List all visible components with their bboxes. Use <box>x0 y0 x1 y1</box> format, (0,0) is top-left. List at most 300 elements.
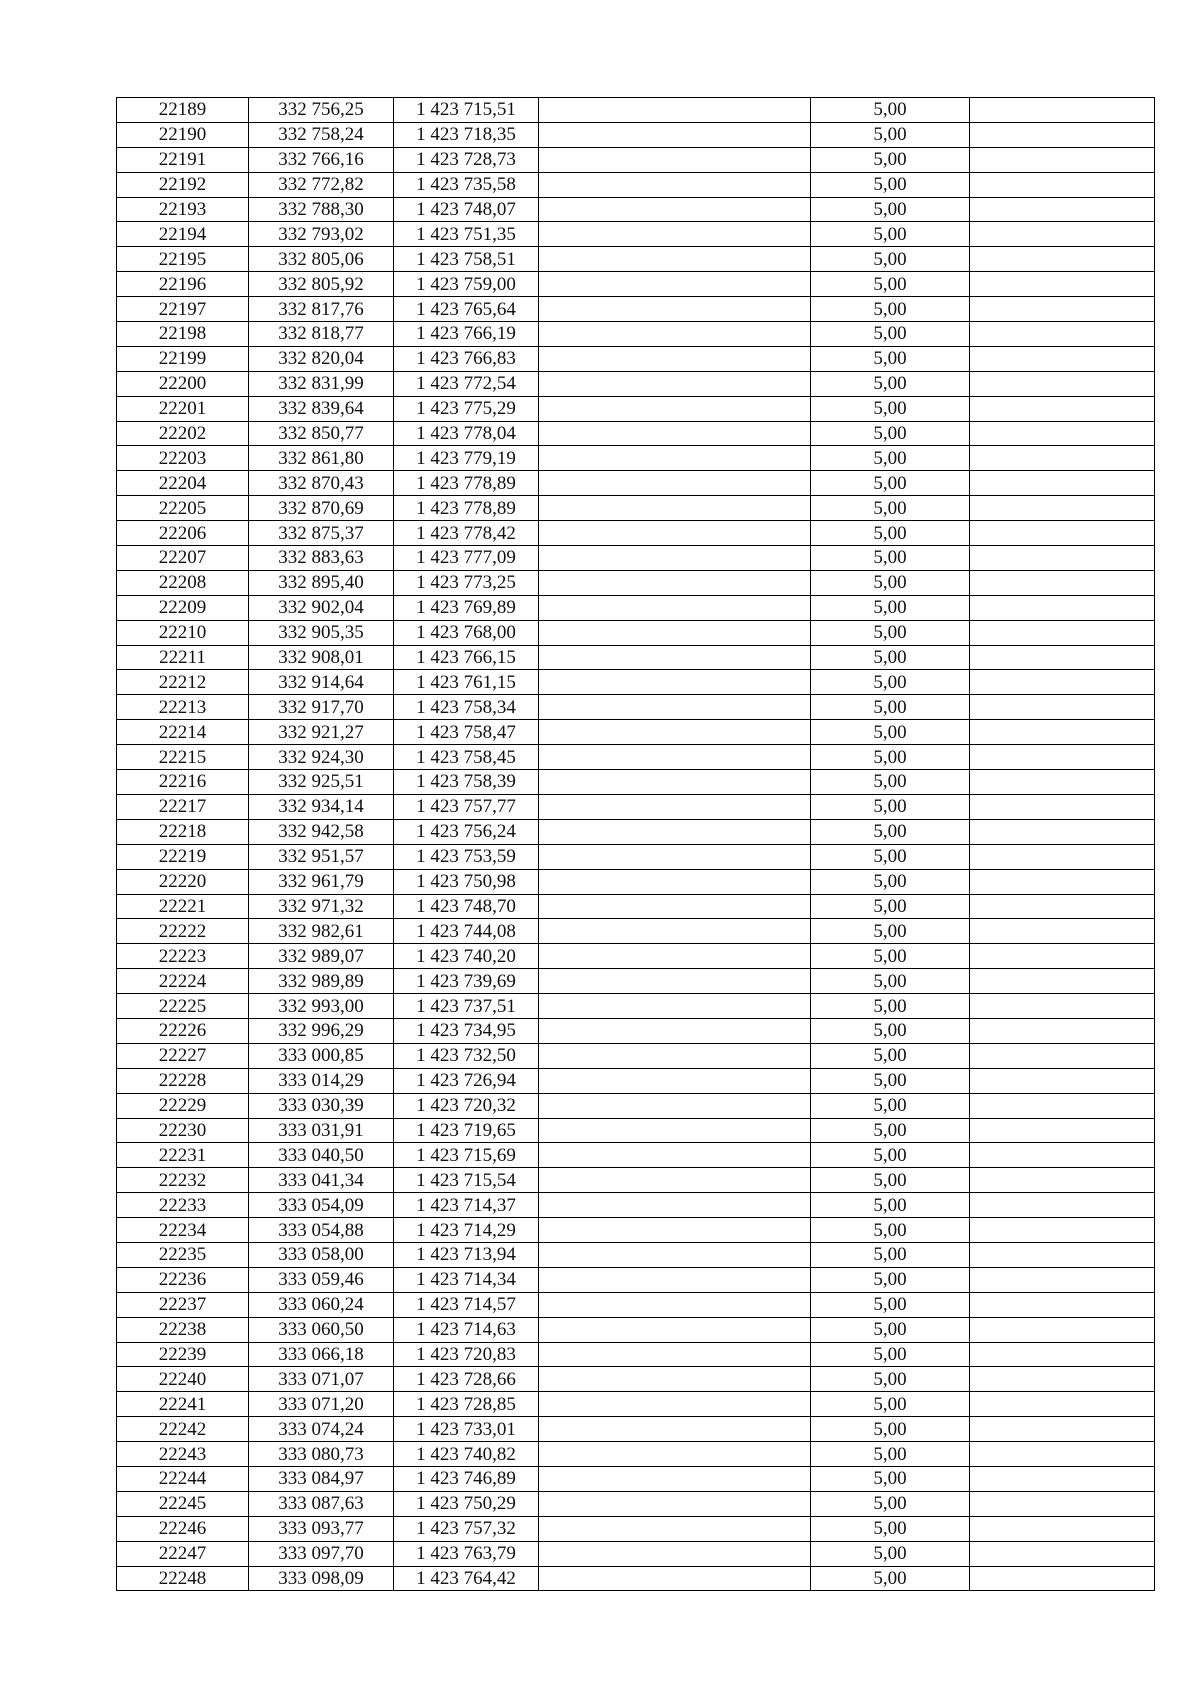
description-cell <box>539 122 811 147</box>
note-cell <box>970 794 1155 819</box>
x-coordinate-cell: 332 839,64 <box>249 396 394 421</box>
description-cell <box>539 297 811 322</box>
table-row <box>117 1168 1155 1193</box>
point-number-cell: 22194 <box>117 222 249 247</box>
y-coordinate-cell: 1 423 740,20 <box>394 944 539 969</box>
description-cell <box>539 371 811 396</box>
description-cell <box>539 994 811 1019</box>
x-coordinate-cell: 332 772,82 <box>249 172 394 197</box>
y-coordinate-cell: 1 423 720,32 <box>394 1093 539 1118</box>
y-coordinate-cell: 1 423 735,58 <box>394 172 539 197</box>
value-cell: 5,00 <box>811 919 970 944</box>
value-cell: 5,00 <box>811 1442 970 1467</box>
point-number-cell: 22196 <box>117 272 249 297</box>
table-row <box>117 1466 1155 1491</box>
x-coordinate-cell: 332 861,80 <box>249 446 394 471</box>
y-coordinate-cell: 1 423 714,29 <box>394 1218 539 1243</box>
table-row <box>117 297 1155 322</box>
value-cell: 5,00 <box>811 620 970 645</box>
point-number-cell: 22247 <box>117 1541 249 1566</box>
table-row <box>117 1267 1155 1292</box>
table-row <box>117 346 1155 371</box>
x-coordinate-cell: 332 817,76 <box>249 297 394 322</box>
point-number-cell: 22228 <box>117 1068 249 1093</box>
value-cell: 5,00 <box>811 595 970 620</box>
value-cell: 5,00 <box>811 496 970 521</box>
y-coordinate-cell: 1 423 758,45 <box>394 745 539 770</box>
x-coordinate-cell: 332 993,00 <box>249 994 394 1019</box>
x-coordinate-cell: 333 098,09 <box>249 1566 394 1591</box>
point-number-cell: 22202 <box>117 421 249 446</box>
value-cell: 5,00 <box>811 1168 970 1193</box>
description-cell <box>539 546 811 571</box>
y-coordinate-cell: 1 423 715,69 <box>394 1143 539 1168</box>
x-coordinate-cell: 332 934,14 <box>249 794 394 819</box>
coordinates-table-body <box>117 98 1155 1591</box>
point-number-cell: 22206 <box>117 521 249 546</box>
description-cell <box>539 272 811 297</box>
table-row <box>117 496 1155 521</box>
y-coordinate-cell: 1 423 750,98 <box>394 869 539 894</box>
description-cell <box>539 446 811 471</box>
x-coordinate-cell: 333 093,77 <box>249 1516 394 1541</box>
value-cell: 5,00 <box>811 1118 970 1143</box>
value-cell: 5,00 <box>811 322 970 347</box>
x-coordinate-cell: 332 902,04 <box>249 595 394 620</box>
table-row <box>117 1367 1155 1392</box>
value-cell: 5,00 <box>811 1491 970 1516</box>
table-row <box>117 1193 1155 1218</box>
table-row <box>117 1417 1155 1442</box>
value-cell: 5,00 <box>811 1566 970 1591</box>
value-cell: 5,00 <box>811 1143 970 1168</box>
table-row <box>117 172 1155 197</box>
value-cell: 5,00 <box>811 645 970 670</box>
x-coordinate-cell: 332 971,32 <box>249 894 394 919</box>
x-coordinate-cell: 333 084,97 <box>249 1466 394 1491</box>
description-cell <box>539 1018 811 1043</box>
table-row <box>117 1541 1155 1566</box>
y-coordinate-cell: 1 423 761,15 <box>394 670 539 695</box>
value-cell: 5,00 <box>811 396 970 421</box>
table-row <box>117 994 1155 1019</box>
note-cell <box>970 1491 1155 1516</box>
description-cell <box>539 98 811 123</box>
note-cell <box>970 1292 1155 1317</box>
value-cell: 5,00 <box>811 1317 970 1342</box>
point-number-cell: 22216 <box>117 770 249 795</box>
y-coordinate-cell: 1 423 720,83 <box>394 1342 539 1367</box>
note-cell <box>970 570 1155 595</box>
note-cell <box>970 595 1155 620</box>
value-cell: 5,00 <box>811 1193 970 1218</box>
point-number-cell: 22236 <box>117 1267 249 1292</box>
table-row <box>117 1292 1155 1317</box>
y-coordinate-cell: 1 423 772,54 <box>394 371 539 396</box>
x-coordinate-cell: 332 925,51 <box>249 770 394 795</box>
x-coordinate-cell: 333 071,07 <box>249 1367 394 1392</box>
note-cell <box>970 471 1155 496</box>
point-number-cell: 22234 <box>117 1218 249 1243</box>
x-coordinate-cell: 332 895,40 <box>249 570 394 595</box>
y-coordinate-cell: 1 423 748,70 <box>394 894 539 919</box>
table-row <box>117 620 1155 645</box>
value-cell: 5,00 <box>811 1342 970 1367</box>
y-coordinate-cell: 1 423 766,83 <box>394 346 539 371</box>
note-cell <box>970 122 1155 147</box>
note-cell <box>970 396 1155 421</box>
note-cell <box>970 446 1155 471</box>
table-row <box>117 1566 1155 1591</box>
note-cell <box>970 944 1155 969</box>
value-cell: 5,00 <box>811 521 970 546</box>
x-coordinate-cell: 332 788,30 <box>249 197 394 222</box>
note-cell <box>970 147 1155 172</box>
table-row <box>117 1442 1155 1467</box>
note-cell <box>970 844 1155 869</box>
value-cell: 5,00 <box>811 446 970 471</box>
note-cell <box>970 1367 1155 1392</box>
x-coordinate-cell: 333 060,50 <box>249 1317 394 1342</box>
y-coordinate-cell: 1 423 728,73 <box>394 147 539 172</box>
value-cell: 5,00 <box>811 1242 970 1267</box>
x-coordinate-cell: 333 054,09 <box>249 1193 394 1218</box>
x-coordinate-cell: 332 870,69 <box>249 496 394 521</box>
value-cell: 5,00 <box>811 1292 970 1317</box>
note-cell <box>970 869 1155 894</box>
y-coordinate-cell: 1 423 728,66 <box>394 1367 539 1392</box>
table-row <box>117 322 1155 347</box>
note-cell <box>970 1566 1155 1591</box>
point-number-cell: 22229 <box>117 1093 249 1118</box>
note-cell <box>970 620 1155 645</box>
y-coordinate-cell: 1 423 778,04 <box>394 421 539 446</box>
y-coordinate-cell: 1 423 734,95 <box>394 1018 539 1043</box>
table-row <box>117 98 1155 123</box>
table-row <box>117 794 1155 819</box>
note-cell <box>970 819 1155 844</box>
point-number-cell: 22246 <box>117 1516 249 1541</box>
table-row <box>117 272 1155 297</box>
description-cell <box>539 421 811 446</box>
point-number-cell: 22242 <box>117 1417 249 1442</box>
description-cell <box>539 745 811 770</box>
table-row <box>117 969 1155 994</box>
x-coordinate-cell: 332 805,06 <box>249 247 394 272</box>
y-coordinate-cell: 1 423 759,00 <box>394 272 539 297</box>
value-cell: 5,00 <box>811 1541 970 1566</box>
table-row <box>117 1342 1155 1367</box>
description-cell <box>539 670 811 695</box>
description-cell <box>539 172 811 197</box>
table-row <box>117 222 1155 247</box>
point-number-cell: 22231 <box>117 1143 249 1168</box>
point-number-cell: 22211 <box>117 645 249 670</box>
table-row <box>117 869 1155 894</box>
description-cell <box>539 720 811 745</box>
value-cell: 5,00 <box>811 1392 970 1417</box>
description-cell <box>539 944 811 969</box>
point-number-cell: 22240 <box>117 1367 249 1392</box>
note-cell <box>970 1267 1155 1292</box>
table-row <box>117 944 1155 969</box>
point-number-cell: 22233 <box>117 1193 249 1218</box>
note-cell <box>970 371 1155 396</box>
point-number-cell: 22209 <box>117 595 249 620</box>
note-cell <box>970 421 1155 446</box>
y-coordinate-cell: 1 423 766,19 <box>394 322 539 347</box>
point-number-cell: 22199 <box>117 346 249 371</box>
note-cell <box>970 1392 1155 1417</box>
value-cell: 5,00 <box>811 1267 970 1292</box>
table-row <box>117 1143 1155 1168</box>
value-cell: 5,00 <box>811 844 970 869</box>
value-cell: 5,00 <box>811 1367 970 1392</box>
value-cell: 5,00 <box>811 1218 970 1243</box>
y-coordinate-cell: 1 423 777,09 <box>394 546 539 571</box>
y-coordinate-cell: 1 423 726,94 <box>394 1068 539 1093</box>
table-row <box>117 1392 1155 1417</box>
point-number-cell: 22241 <box>117 1392 249 1417</box>
table-row <box>117 546 1155 571</box>
x-coordinate-cell: 332 989,89 <box>249 969 394 994</box>
note-cell <box>970 994 1155 1019</box>
y-coordinate-cell: 1 423 714,63 <box>394 1317 539 1342</box>
y-coordinate-cell: 1 423 715,51 <box>394 98 539 123</box>
y-coordinate-cell: 1 423 765,64 <box>394 297 539 322</box>
point-number-cell: 22213 <box>117 695 249 720</box>
description-cell <box>539 695 811 720</box>
table-row <box>117 770 1155 795</box>
value-cell: 5,00 <box>811 546 970 571</box>
x-coordinate-cell: 332 908,01 <box>249 645 394 670</box>
value-cell: 5,00 <box>811 222 970 247</box>
table-row <box>117 147 1155 172</box>
note-cell <box>970 645 1155 670</box>
value-cell: 5,00 <box>811 969 970 994</box>
x-coordinate-cell: 332 961,79 <box>249 869 394 894</box>
y-coordinate-cell: 1 423 744,08 <box>394 919 539 944</box>
note-cell <box>970 1143 1155 1168</box>
y-coordinate-cell: 1 423 748,07 <box>394 197 539 222</box>
y-coordinate-cell: 1 423 778,89 <box>394 471 539 496</box>
point-number-cell: 22235 <box>117 1242 249 1267</box>
value-cell: 5,00 <box>811 944 970 969</box>
x-coordinate-cell: 332 914,64 <box>249 670 394 695</box>
description-cell <box>539 521 811 546</box>
table-row <box>117 521 1155 546</box>
point-number-cell: 22214 <box>117 720 249 745</box>
y-coordinate-cell: 1 423 778,89 <box>394 496 539 521</box>
description-cell <box>539 1541 811 1566</box>
y-coordinate-cell: 1 423 775,29 <box>394 396 539 421</box>
y-coordinate-cell: 1 423 766,15 <box>394 645 539 670</box>
value-cell: 5,00 <box>811 297 970 322</box>
description-cell <box>539 1143 811 1168</box>
note-cell <box>970 272 1155 297</box>
value-cell: 5,00 <box>811 346 970 371</box>
point-number-cell: 22224 <box>117 969 249 994</box>
value-cell: 5,00 <box>811 98 970 123</box>
description-cell <box>539 1218 811 1243</box>
value-cell: 5,00 <box>811 122 970 147</box>
description-cell <box>539 1043 811 1068</box>
table-row <box>117 695 1155 720</box>
value-cell: 5,00 <box>811 869 970 894</box>
note-cell <box>970 322 1155 347</box>
description-cell <box>539 147 811 172</box>
table-row <box>117 247 1155 272</box>
y-coordinate-cell: 1 423 714,57 <box>394 1292 539 1317</box>
value-cell: 5,00 <box>811 197 970 222</box>
point-number-cell: 22208 <box>117 570 249 595</box>
x-coordinate-cell: 332 758,24 <box>249 122 394 147</box>
note-cell <box>970 1093 1155 1118</box>
value-cell: 5,00 <box>811 1043 970 1068</box>
y-coordinate-cell: 1 423 758,39 <box>394 770 539 795</box>
value-cell: 5,00 <box>811 1466 970 1491</box>
description-cell <box>539 595 811 620</box>
x-coordinate-cell: 333 030,39 <box>249 1093 394 1118</box>
note-cell <box>970 521 1155 546</box>
description-cell <box>539 247 811 272</box>
x-coordinate-cell: 332 921,27 <box>249 720 394 745</box>
y-coordinate-cell: 1 423 779,19 <box>394 446 539 471</box>
x-coordinate-cell: 332 951,57 <box>249 844 394 869</box>
description-cell <box>539 1491 811 1516</box>
point-number-cell: 22238 <box>117 1317 249 1342</box>
description-cell <box>539 844 811 869</box>
x-coordinate-cell: 332 917,70 <box>249 695 394 720</box>
x-coordinate-cell: 332 870,43 <box>249 471 394 496</box>
table-row <box>117 819 1155 844</box>
y-coordinate-cell: 1 423 718,35 <box>394 122 539 147</box>
point-number-cell: 22239 <box>117 1342 249 1367</box>
value-cell: 5,00 <box>811 695 970 720</box>
point-number-cell: 22222 <box>117 919 249 944</box>
note-cell <box>970 222 1155 247</box>
description-cell <box>539 620 811 645</box>
point-number-cell: 22204 <box>117 471 249 496</box>
description-cell <box>539 819 811 844</box>
note-cell <box>970 1516 1155 1541</box>
description-cell <box>539 322 811 347</box>
description-cell <box>539 1292 811 1317</box>
x-coordinate-cell: 332 766,16 <box>249 147 394 172</box>
point-number-cell: 22237 <box>117 1292 249 1317</box>
y-coordinate-cell: 1 423 732,50 <box>394 1043 539 1068</box>
note-cell <box>970 1242 1155 1267</box>
table-row <box>117 421 1155 446</box>
point-number-cell: 22219 <box>117 844 249 869</box>
x-coordinate-cell: 332 883,63 <box>249 546 394 571</box>
description-cell <box>539 346 811 371</box>
table-row <box>117 745 1155 770</box>
table-row <box>117 670 1155 695</box>
x-coordinate-cell: 333 059,46 <box>249 1267 394 1292</box>
point-number-cell: 22191 <box>117 147 249 172</box>
value-cell: 5,00 <box>811 794 970 819</box>
x-coordinate-cell: 333 060,24 <box>249 1292 394 1317</box>
table-row <box>117 1218 1155 1243</box>
description-cell <box>539 396 811 421</box>
point-number-cell: 22203 <box>117 446 249 471</box>
x-coordinate-cell: 333 031,91 <box>249 1118 394 1143</box>
note-cell <box>970 1168 1155 1193</box>
table-row <box>117 446 1155 471</box>
y-coordinate-cell: 1 423 714,37 <box>394 1193 539 1218</box>
table-row <box>117 844 1155 869</box>
point-number-cell: 22248 <box>117 1566 249 1591</box>
description-cell <box>539 1193 811 1218</box>
value-cell: 5,00 <box>811 770 970 795</box>
note-cell <box>970 496 1155 521</box>
x-coordinate-cell: 332 850,77 <box>249 421 394 446</box>
description-cell <box>539 894 811 919</box>
description-cell <box>539 919 811 944</box>
description-cell <box>539 222 811 247</box>
value-cell: 5,00 <box>811 247 970 272</box>
note-cell <box>970 894 1155 919</box>
description-cell <box>539 1118 811 1143</box>
value-cell: 5,00 <box>811 720 970 745</box>
y-coordinate-cell: 1 423 763,79 <box>394 1541 539 1566</box>
description-cell <box>539 1317 811 1342</box>
note-cell <box>970 1018 1155 1043</box>
table-row <box>117 919 1155 944</box>
description-cell <box>539 1267 811 1292</box>
y-coordinate-cell: 1 423 757,32 <box>394 1516 539 1541</box>
point-number-cell: 22221 <box>117 894 249 919</box>
x-coordinate-cell: 333 080,73 <box>249 1442 394 1467</box>
note-cell <box>970 1317 1155 1342</box>
note-cell <box>970 770 1155 795</box>
table-row <box>117 570 1155 595</box>
y-coordinate-cell: 1 423 746,89 <box>394 1466 539 1491</box>
table-row <box>117 1068 1155 1093</box>
description-cell <box>539 197 811 222</box>
point-number-cell: 22215 <box>117 745 249 770</box>
description-cell <box>539 1093 811 1118</box>
point-number-cell: 22244 <box>117 1466 249 1491</box>
x-coordinate-cell: 332 905,35 <box>249 620 394 645</box>
note-cell <box>970 695 1155 720</box>
y-coordinate-cell: 1 423 740,82 <box>394 1442 539 1467</box>
value-cell: 5,00 <box>811 272 970 297</box>
table-row <box>117 197 1155 222</box>
y-coordinate-cell: 1 423 728,85 <box>394 1392 539 1417</box>
note-cell <box>970 1043 1155 1068</box>
point-number-cell: 22201 <box>117 396 249 421</box>
value-cell: 5,00 <box>811 147 970 172</box>
y-coordinate-cell: 1 423 778,42 <box>394 521 539 546</box>
y-coordinate-cell: 1 423 758,34 <box>394 695 539 720</box>
point-number-cell: 22218 <box>117 819 249 844</box>
value-cell: 5,00 <box>811 1018 970 1043</box>
y-coordinate-cell: 1 423 753,59 <box>394 844 539 869</box>
table-row <box>117 122 1155 147</box>
value-cell: 5,00 <box>811 471 970 496</box>
point-number-cell: 22189 <box>117 98 249 123</box>
description-cell <box>539 1342 811 1367</box>
description-cell <box>539 1392 811 1417</box>
x-coordinate-cell: 332 982,61 <box>249 919 394 944</box>
point-number-cell: 22217 <box>117 794 249 819</box>
note-cell <box>970 346 1155 371</box>
y-coordinate-cell: 1 423 758,47 <box>394 720 539 745</box>
x-coordinate-cell: 333 040,50 <box>249 1143 394 1168</box>
description-cell <box>539 869 811 894</box>
